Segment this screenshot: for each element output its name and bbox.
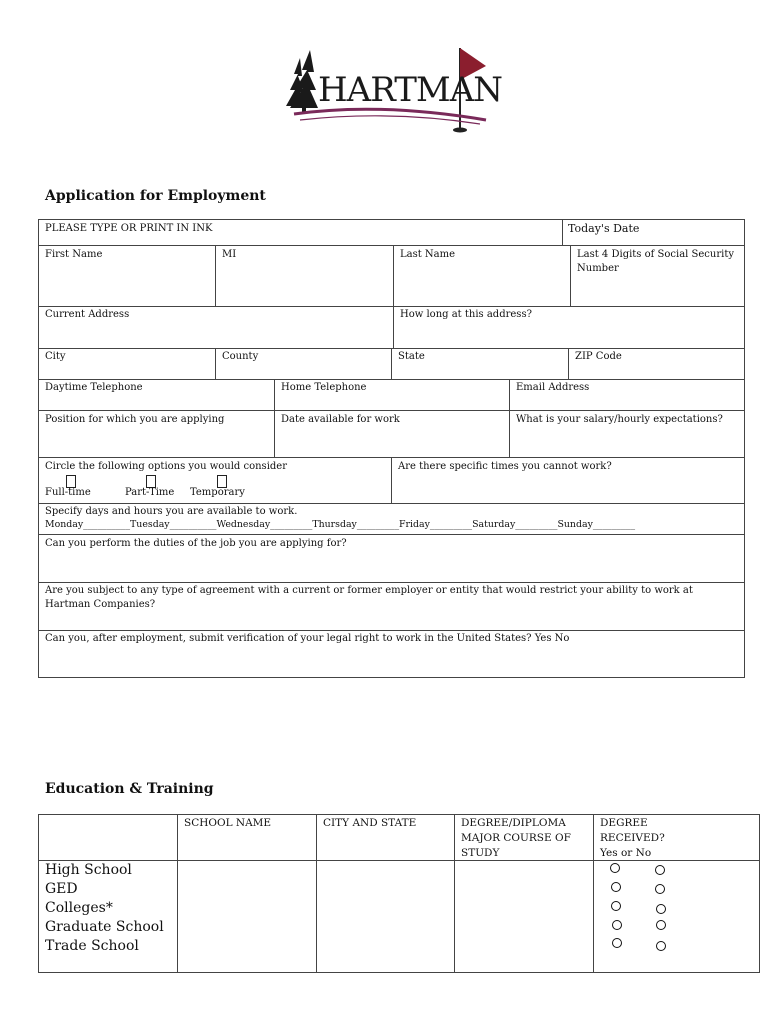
- circle-options-label: Circle the following options you would consider: [45, 461, 287, 472]
- mi-field[interactable]: MI: [222, 249, 237, 260]
- part-time-label: Part-Time: [125, 487, 175, 498]
- todays-date-field[interactable]: Today's Date: [568, 222, 640, 235]
- date-available-field[interactable]: Date available for work: [281, 414, 400, 425]
- verification-field[interactable]: Can you, after employment, submit verification of your legal right to work in the United States? Yes No: [45, 633, 570, 644]
- specify-days-label: Specify days and hours you are available to work.: [45, 506, 298, 517]
- high-school-yes-radio[interactable]: [610, 863, 620, 873]
- specific-times-field[interactable]: Are there specific times you cannot work?: [398, 461, 612, 472]
- position-field[interactable]: Position for which you are applying: [45, 414, 225, 425]
- row-trade-school: Trade School: [45, 938, 139, 954]
- trade-no-radio[interactable]: [656, 941, 666, 951]
- city-state-header: CITY AND STATE: [323, 817, 417, 829]
- high-school-no-radio[interactable]: [655, 865, 665, 875]
- how-long-field[interactable]: How long at this address?: [400, 309, 532, 320]
- degree-received-header: DEGREE RECEIVED? Yes or No: [600, 817, 665, 859]
- agreement-field[interactable]: Are you subject to any type of agreement with a current or former employer or entity that would restrict your ability to work at Hartman Companies?: [45, 585, 693, 610]
- education-title: Education & Training: [45, 781, 214, 797]
- ssn-field[interactable]: Last 4 Digits of Social Security Number: [577, 249, 734, 274]
- full-time-label: Full-time: [45, 487, 91, 498]
- county-field[interactable]: County: [222, 351, 259, 362]
- graduate-no-radio[interactable]: [656, 920, 666, 930]
- colleges-no-radio[interactable]: [656, 904, 666, 914]
- zip-field[interactable]: ZIP Code: [575, 351, 622, 362]
- row-colleges: Colleges*: [45, 900, 113, 916]
- instruction-text: PLEASE TYPE OR PRINT IN INK: [45, 223, 213, 234]
- ged-no-radio[interactable]: [655, 884, 665, 894]
- school-name-header: SCHOOL NAME: [184, 817, 272, 829]
- city-field[interactable]: City: [45, 351, 66, 362]
- days-availability-line[interactable]: Monday__________Tuesday__________Wednesday_________Thursday_________Friday_________Saturday_________Sunday_________: [45, 519, 636, 530]
- temporary-label: Temporary: [190, 487, 245, 498]
- degree-diploma-header: DEGREE/DIPLOMA MAJOR COURSE OF STUDY: [461, 817, 571, 859]
- graduate-yes-radio[interactable]: [612, 920, 622, 930]
- state-field[interactable]: State: [398, 351, 425, 362]
- last-name-field[interactable]: Last Name: [400, 249, 456, 260]
- perform-duties-field[interactable]: Can you perform the duties of the job you are applying for?: [45, 538, 347, 549]
- salary-field[interactable]: What is your salary/hourly expectations?: [516, 414, 723, 425]
- row-high-school: High School: [45, 862, 132, 878]
- row-graduate-school: Graduate School: [45, 919, 164, 935]
- daytime-phone-field[interactable]: Daytime Telephone: [45, 382, 143, 393]
- ged-yes-radio[interactable]: [611, 882, 621, 892]
- row-ged: GED: [45, 881, 78, 897]
- company-logo: [280, 40, 503, 140]
- logo-wordmark: HARTMAN: [318, 70, 503, 110]
- current-address-field[interactable]: Current Address: [45, 309, 130, 320]
- trade-yes-radio[interactable]: [612, 938, 622, 948]
- page-title: Application for Employment: [45, 188, 266, 204]
- colleges-yes-radio[interactable]: [611, 901, 621, 911]
- home-phone-field[interactable]: Home Telephone: [281, 382, 367, 393]
- first-name-field[interactable]: First Name: [45, 249, 103, 260]
- email-field[interactable]: Email Address: [516, 382, 590, 393]
